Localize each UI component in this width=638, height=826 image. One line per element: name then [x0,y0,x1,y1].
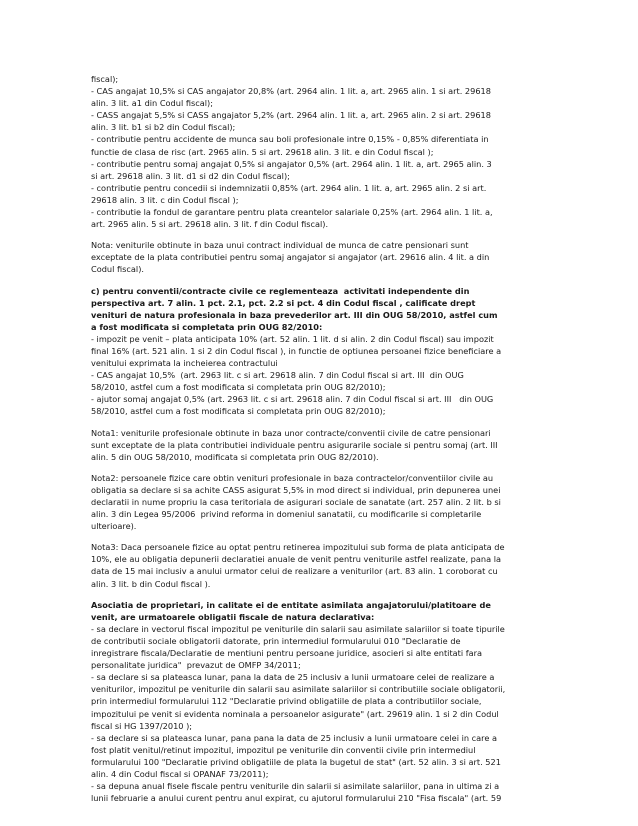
text-line: - CASS angajat 5,5% si CASS angajator 5,2% (art. 2964 alin. 1 lit. a, art. 2965 alin. 2 si art. 29618 [91,110,491,121]
text-line: fost platit venitul/retinut impozitul, impozitul pe veniturile din conventii civile prin intermediul [91,744,476,755]
text-line: si art. 29618 alin. 3 lit. d1 si d2 din Codul fiscal); [91,170,290,181]
text-line: - contributie pentru concedii si indemnizatii 0,85% (art. 2964 alin. 1 lit. a, art. 2965 alin. 2 si art. [91,182,487,193]
text-line: 58/2010, astfel cum a fost modificata si completata prin OUG 82/2010); [91,382,386,393]
text-line: impozitului pe venit si evidenta nominala a persoanelor asigurate" (art. 29619 alin. 1 si 2 din Codul [91,708,499,719]
text-line: obligatia sa declare si sa achite CASS asigurat 5,5% in mod direct si individual, prin depunerea unei [91,484,501,495]
text-line: - sa declare in vectorul fiscal impozitul pe veniturile din salarii sau asimilate salariilor si toate tipurile [91,623,505,634]
text-line: lunii februarie a anului curent pentru anul expirat, cu ajutorul formularului 210 "Fisa fiscala" (art. 59 [91,793,502,804]
section-c-list [91,333,547,418]
note-1 [91,427,547,463]
text-line: de contributii sociale obligatorii datorate, prin intermediul formularului 010 "Declaratie de [91,635,461,646]
text-line: data de 15 mai inclusiv a anului urmator celui de realizare a veniturilor (art. 83 alin. 1 coroborat cu [91,566,498,577]
text-line: Codul fiscal). [91,264,145,275]
text-line: fiscal); [91,74,119,84]
owners-association-obligations [91,623,547,804]
text-line: 29618 alin. 3 lit. c din Codul fiscal ); [91,194,239,205]
owners-association-section [91,599,547,805]
text-line: formularului 100 "Declaratie privind obligatiile de plata la bugetul de stat" (art. 52 alin. 3 si art. 521 [91,756,501,767]
text-line: - CAS angajat 10,5% si CAS angajator 20,8% (art. 2964 alin. 1 lit. a, art. 2965 alin. 1 si art. 29618 [91,86,491,97]
text-line: prin intermediul formularului 112 "Declaratie privind obligatiile de plata a contributiilor sociale, [91,696,482,707]
note-pensioners-employment [91,239,547,275]
text-line: venituri de natura profesionala in baza prevederilor art. III din OUG 58/2010, astfel cum [91,309,498,320]
text-line: Nota1: veniturile profesionale obtinute in baza unor contracte/conventii civile de catre pensionari [91,427,491,438]
text-line: 58/2010, astfel cum a fost modificata si completata prin OUG 82/2010); [91,406,386,417]
note-2 [91,472,547,532]
section-c [91,285,547,418]
text-line: - sa declare si sa plateasca lunar, pana la data de 25 inclusiv a lunii urmatoare celei de realizare a [91,672,495,683]
text-line: functie de clasa de risc (art. 2965 alin. 5 si art. 29618 alin. 3 lit. e din Codul fiscal ); [91,146,434,157]
text-line: Asociatia de proprietari, in calitate ei de entitate asimilata angajatorului/platitoare de [91,599,491,610]
text-line: a fost modificata si completata prin OUG 82/2010: [91,321,323,332]
text-line: alin. 3 lit. a1 din Codul fiscal); [91,98,213,109]
text-line: - ajutor somaj angajat 0,5% (art. 2963 lit. c si art. 29618 alin. 7 din Codul fiscal si art. III din OUG [91,394,494,405]
text-line: fiscal si HG 1397/2010 ); [91,720,193,731]
text-line: Nota2: persoanele fizice care obtin venituri profesionale in baza contractelor/conventiilor civile au [91,472,494,483]
text-line: perspectiva art. 7 alin. 1 pct. 2.1, pct. 2.2 si pct. 4 din Codul fiscal , calificate drept [91,297,476,308]
text-line: veniturilor, impozitul pe veniturile din salarii sau asimilate salariilor si contributiile sociale obligatorii, [91,684,506,695]
text-line: personalitate juridica" prevazut de OMFP 34/2011; [91,660,301,671]
text-line: alin. 4 din Codul fiscal si OPANAF 73/2011); [91,768,269,779]
text-line: alin. 3 din Legea 95/2006 privind reforma in domeniul sanatatii, cu modificarile si completarile [91,509,482,520]
text-line: alin. 5 din OUG 58/2010, modificata si completata prin OUG 82/2010). [91,451,379,462]
text-line: - sa declare si sa plateasca lunar, pana pana la data de 25 inclusiv a lunii urmatoare celei in care a [91,732,498,743]
text-line: - contributie pentru accidente de munca sau boli profesionale intre 0,15% - 0,85% diferentiata in [91,134,489,145]
owners-association-heading [91,599,547,623]
text-line: c) pentru conventii/contracte civile ce reglementeaza activitati independente din [91,285,470,296]
text-line: alin. 3 lit. b din Codul fiscal ). [91,578,211,589]
text-line: final 16% (art. 521 alin. 1 si 2 din Codul fiscal ), in functie de optiunea persoanei fizice beneficiare a [91,345,502,356]
text-line: Nota3: Daca persoanele fizice au optat pentru retinerea impozitului sub forma de plata anticipata de [91,542,505,553]
text-line: - contributie la fondul de garantare pentru plata creantelor salariale 0,25% (art. 2964 alin. 1 lit. a, [91,207,493,218]
text-line: - contributie pentru somaj angajat 0,5% si angajator 0,5% (art. 2964 alin. 1 lit. a, art. 2965 alin. 3 [91,158,492,169]
text-line: - impozit pe venit – plata anticipata 10% (art. 52 alin. 1 lit. d si alin. 2 din Codul fiscal) sau impozit [91,333,494,344]
text-line: 10%, ele au obligatia depunerii declaratiei anuale de venit pentru veniturile astfel realizate, pana la [91,554,501,565]
text-line: venit, are urmatoarele obligatii fiscale de natura declarativa: [91,611,375,622]
text-line: sunt exceptate de la plata contributiei individuale pentru asigurarile sociale si pentru somaj (art. III [91,439,498,450]
text-line: Nota: veniturile obtinute in baza unui contract individual de munca de catre pensionari sunt [91,240,469,251]
text-line: art. 2965 alin. 5 si art. 29618 alin. 3 lit. f din Codul fiscal). [91,219,329,230]
document-body [91,73,547,804]
text-line: exceptate de la plata contributiei pentru somaj angajator si angajator (art. 29616 alin. 4 lit. a din [91,252,490,263]
text-line: inregistrare fiscala/Declaratie de mentiuni pentru persoane juridice, asocieri si alte entitati fara [91,648,483,659]
text-line: ulterioare). [91,521,137,532]
text-line: - CAS angajat 10,5% (art. 2963 lit. c si art. 29618 alin. 7 din Codul fiscal si art. III din OUG [91,370,464,381]
text-line: alin. 3 lit. b1 si b2 din Codul fiscal); [91,122,236,133]
text-line: venitului exprimata la incheierea contractului [91,358,278,369]
text-line: - sa depuna anual fisele fiscale pentru veniturile din salarii si asimilate salariilor, pana in ultima zi a [91,781,500,792]
contributions-list-continued [91,73,547,230]
section-c-heading [91,285,547,333]
note-3 [91,541,547,589]
text-line: declaratii in nume propriu la casa teritoriala de asigurari sociale de sanatate (art. 257 alin. 2 lit. b si [91,497,501,507]
